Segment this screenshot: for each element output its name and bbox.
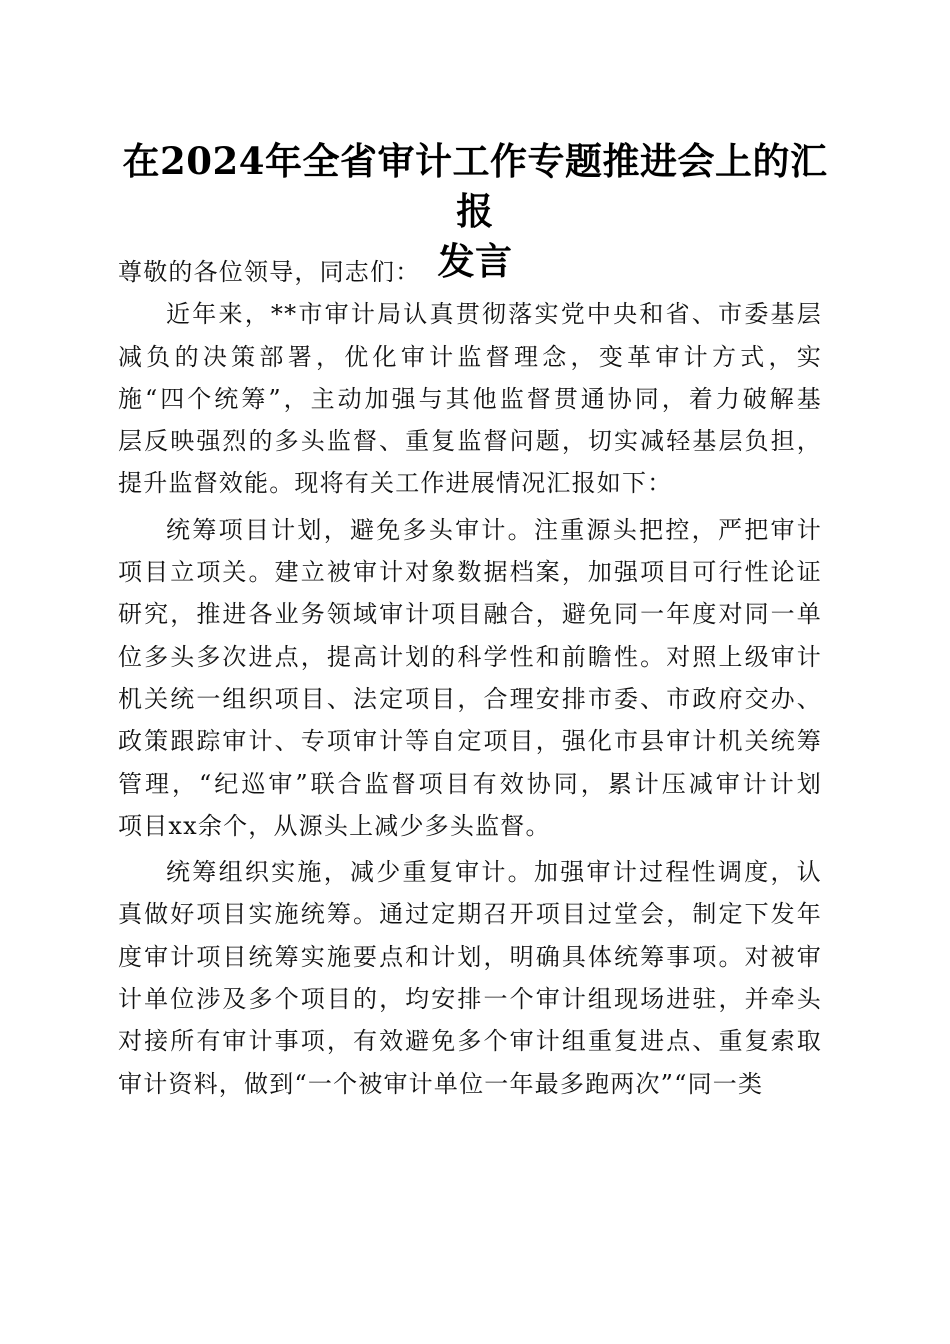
paragraph-line: 统筹项目计划，避免多头审计。注重源头把控，严把审计	[166, 515, 822, 544]
paragraph-line: 研究，推进各业务领域审计项目融合，避免同一年度对同一单	[118, 600, 822, 629]
paragraph-3	[118, 851, 822, 1105]
paragraph-line: 提升监督效能。现将有关工作进展情况汇报如下：	[118, 469, 673, 498]
paragraph-line: 近年来，**市审计局认真贯彻落实党中央和省、市委基层	[166, 300, 822, 329]
paragraph-line: 政策跟踪审计、专项审计等自定项目，强化市县审计机关统筹	[118, 727, 822, 756]
paragraph-line: 减负的决策部署，优化审计监督理念，变革审计方式，实	[118, 342, 822, 371]
paragraph-line: 层反映强烈的多头监督、重复监督问题，切实减轻基层负担，	[118, 427, 822, 456]
paragraph-line: 项目立项关。建立被审计对象数据档案，加强项目可行性论证	[118, 558, 822, 587]
paragraph-line: 计单位涉及多个项目的，均安排一个审计组现场进驻，并牵头	[118, 985, 822, 1014]
document-body	[118, 251, 822, 1105]
paragraph-2	[118, 509, 822, 847]
title-line-2: 发言	[437, 239, 513, 283]
paragraph-line: 度审计项目统筹实施要点和计划，明确具体统筹事项。对被审	[118, 942, 822, 971]
salutation: 尊敬的各位领导，同志们：	[118, 258, 421, 286]
title-line-1: 在2024年全省审计工作专题推进会上的汇报	[122, 139, 828, 233]
paragraph-line: 机关统一组织项目、法定项目，合理安排市委、市政府交办、	[118, 684, 822, 713]
paragraph-line: 审计资料，做到“一个被审计单位一年最多跑两次”“同一类	[118, 1069, 764, 1098]
paragraph-line: 位多头多次进点，提高计划的科学性和前瞻性。对照上级审计	[118, 642, 822, 671]
paragraph-line: 管理，“纪巡审”联合监督项目有效协同，累计压减审计计划	[118, 769, 822, 798]
paragraph-line: 真做好项目实施统筹。通过定期召开项目过堂会，制定下发年	[118, 900, 822, 929]
paragraph-1	[118, 293, 822, 504]
paragraph-line: 统筹组织实施，减少重复审计。加强审计过程性调度，认	[166, 858, 822, 887]
paragraph-line: 对接所有审计事项，有效避免多个审计组重复进点、重复索取	[118, 1027, 822, 1056]
paragraph-line: 项目xx余个，从源头上减少多头监督。	[118, 811, 551, 840]
paragraph-line: 施“四个统筹”，主动加强与其他监督贯通协同，着力破解基	[118, 384, 822, 413]
